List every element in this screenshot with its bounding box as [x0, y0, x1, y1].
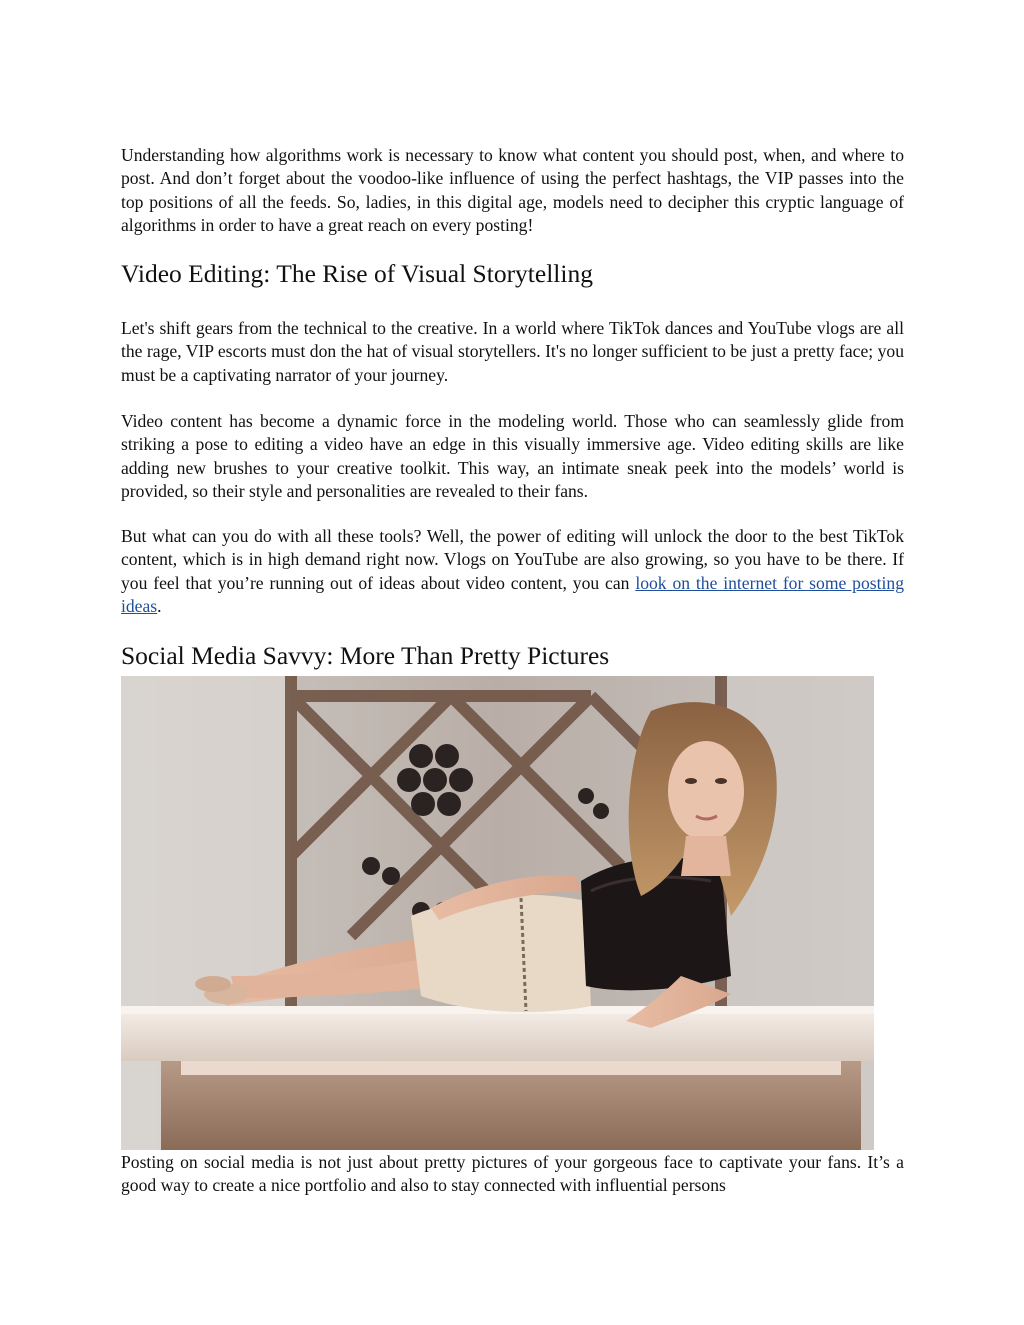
- paragraph-editing-tools-end: .: [157, 596, 162, 617]
- paragraph-shift-gears: Let's shift gears from the technical to the creative. In a world where TikTok dances and YouTube vlogs are all the rage, VIP escorts must don the hat of visual storytellers. It's no longer sufficient to be just a pretty face; you must be a captivating narrator of your journey.: [121, 318, 904, 385]
- heading-video-editing: Video Editing: The Rise of Visual Storytelling: [121, 259, 593, 288]
- posting-ideas-link[interactable]: look on the internet for some posting ideas: [121, 572, 904, 617]
- paragraph-algorithms: Understanding how algorithms work is necessary to know what content you should post, when, and where to post. And don’t forget about the voodoo-like influence of using the perfect hashtags, the VIP passes into the top positions of all the feeds. So, ladies, in this digital age, models need to decipher this cryptic language of algorithms in order to have a great reach on every posting!: [121, 145, 904, 236]
- heading-social-media: Social Media Savvy: More Than Pretty Pictures: [121, 641, 610, 670]
- paragraph-social-posting: Posting on social media is not just about pretty pictures of your gorgeous face to captivate your fans. It’s a good way to create a nice portfolio and also to stay connected with influential persons: [121, 1152, 904, 1196]
- paragraph-editing-tools-text: But what can you do with all these tools? Well, the power of editing will unlock the door to the best TikTok content, which is in high demand right now. Vlogs on YouTube are also growing, so you have to be there. If you feel that you’re running out of ideas about video content, you can: [121, 526, 904, 593]
- model-photo: [121, 676, 874, 1150]
- paragraph-editing-tools: [121, 525, 904, 619]
- model-photo-illustration: [121, 676, 874, 1150]
- paragraph-video-content: Video content has become a dynamic force in the modeling world. Those who can seamlessly glide from striking a pose to editing a video have an edge in this visually immersive age. Video editing skills are like adding new brushes to your creative toolkit. This way, an intimate sneak peek into the models’ world is provided, so their style and personalities are revealed to their fans.: [121, 411, 904, 502]
